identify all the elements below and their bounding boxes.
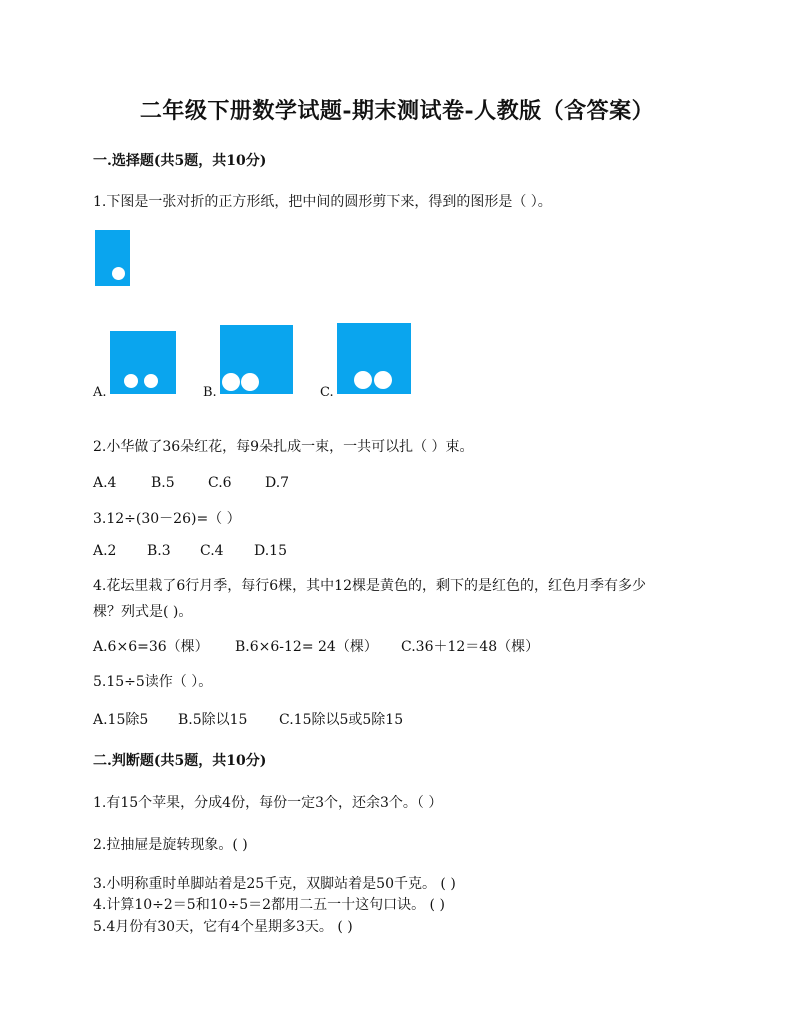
question-5-options [93, 709, 403, 729]
circle-1 [124, 374, 138, 388]
option-a: A.6×6=36（棵） [93, 639, 209, 655]
option-a: A.2 [93, 543, 117, 559]
judgement-2: 2.拉抽屉是旋转现象。( ) [93, 837, 248, 853]
circle-2 [144, 374, 158, 388]
judgement-4: 4.计算10÷2＝5和10÷5＝2都用二五一十这句口诀。 ( ) [93, 897, 445, 913]
circle-cutout [112, 267, 125, 280]
question-2-options [93, 475, 289, 491]
option-a-figure [110, 331, 176, 394]
option-a: A.15除5 [93, 712, 149, 728]
question-4-line-1: 4.花坛里栽了6行月季，每行6棵，其中12棵是黄色的，剩下的是红色的，红色月季有多少 [93, 578, 646, 594]
option-a: A.4 [93, 475, 117, 491]
option-c: C.15除以5或5除15 [279, 712, 404, 728]
folded-paper-figure [95, 230, 130, 286]
option-b: B.5除以15 [178, 712, 248, 728]
option-c: C.36＋12＝48（棵） [401, 639, 540, 655]
judgement-1: 1.有15个苹果，分成4份，每份一定3个，还余3个。（ ） [93, 795, 443, 811]
option-d: D.7 [265, 475, 290, 491]
page-title: 二年级下册数学试题-期末测试卷-人教版（含答案） [139, 98, 655, 124]
judgement-5: 5.4月份有30天，它有4个星期多3天。 ( ) [93, 919, 353, 935]
question-1-text: 1.下图是一张对折的正方形纸，把中间的圆形剪下来，得到的图形是（ ）。 [93, 194, 552, 210]
option-c: C.4 [200, 543, 224, 559]
option-b: B.5 [151, 475, 175, 491]
circle-2 [374, 371, 392, 389]
section-heading-choice: 一.选择题(共5题，共10分) [93, 153, 267, 169]
question-4-options [93, 636, 539, 656]
option-c-label: C. [320, 385, 334, 400]
option-a-label: A. [93, 385, 107, 400]
option-b-label: B. [203, 385, 217, 400]
option-b: B.3 [147, 543, 171, 559]
question-5-text: 5.15÷5读作（ ）。 [93, 674, 213, 690]
option-b: B.6×6-12= 24（棵） [235, 639, 378, 655]
question-4-line-2: 棵？列式是( )。 [93, 604, 193, 620]
question-3-options [93, 543, 287, 559]
option-b-figure [220, 325, 293, 394]
circle-1 [354, 371, 372, 389]
option-c-figure [337, 323, 411, 394]
question-2-text: 2.小华做了36朵红花，每9朵扎成一束，一共可以扎（ ）束。 [93, 439, 474, 455]
question-3-text: 3.12÷(30－26)=（ ） [93, 511, 241, 527]
option-c: C.6 [208, 475, 232, 491]
circle-2 [241, 373, 259, 391]
option-d: D.15 [254, 543, 287, 559]
section-heading-judgement: 二.判断题(共5题，共10分) [93, 753, 267, 769]
circle-1 [222, 373, 240, 391]
judgement-3: 3.小明称重时单脚站着是25千克，双脚站着是50千克。 ( ) [93, 876, 456, 892]
